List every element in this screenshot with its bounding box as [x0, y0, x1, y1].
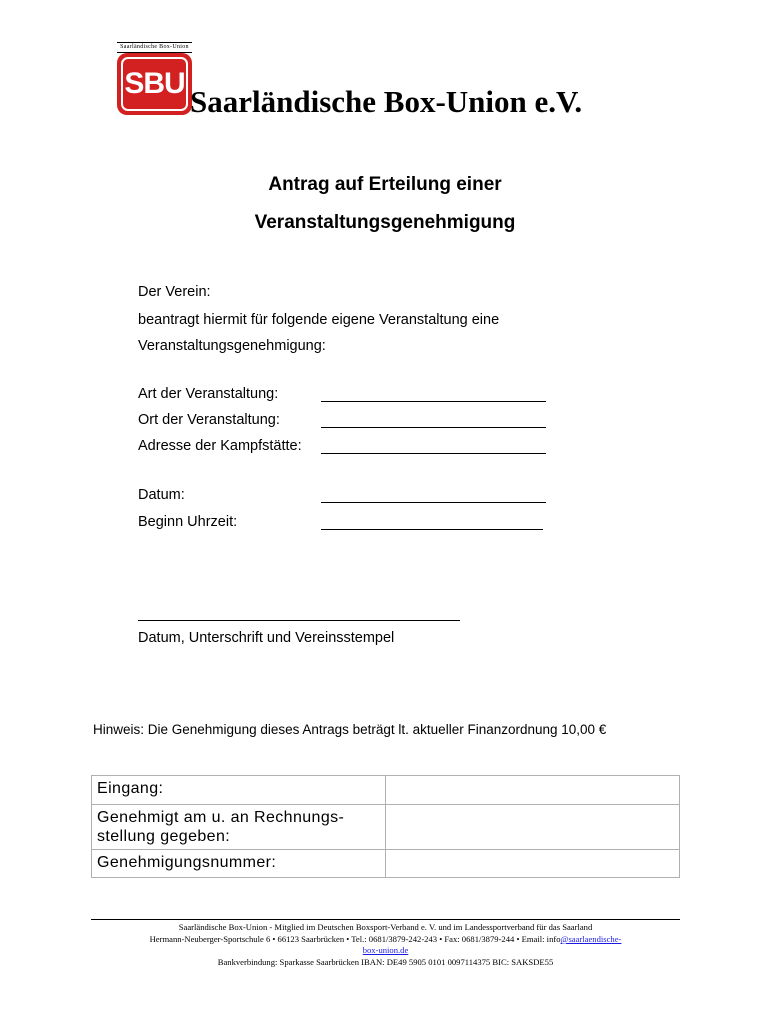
- genehmigt-label-line2: stellung gegeben:: [97, 828, 231, 845]
- intro-line1: beantragt hiermit für folgende eigene Veranstaltung eine: [138, 312, 500, 328]
- footer-divider: [91, 919, 680, 920]
- logo-letters: SBU: [124, 67, 185, 100]
- logo-banner-text: Saarländische Box-Union: [117, 42, 192, 53]
- table-row: [92, 776, 680, 805]
- datum-label: Datum:: [138, 487, 185, 503]
- genehmigt-label-line1: Genehmigt am u. an Rechnungs-: [97, 809, 345, 826]
- footer-address: Hermann-Neuberger-Sportschule 6 • 66123 Saarbrücken • Tel.: 0681/3879-242-243 • Fax: 0681/3879-244 • Email: info: [149, 934, 561, 944]
- email-link-part1[interactable]: @saarlaendische-: [560, 934, 622, 944]
- art-input-line[interactable]: [321, 401, 546, 402]
- intro-line2: Veranstaltungsgenehmigung:: [138, 338, 326, 354]
- beginn-label: Beginn Uhrzeit:: [138, 514, 238, 530]
- sbu-logo: [117, 53, 192, 115]
- email-link-part2[interactable]: box-union.de: [362, 945, 409, 955]
- footer-line2: [91, 934, 680, 944]
- fee-hint: Hinweis: Die Genehmigung dieses Antrags beträgt lt. aktueller Finanzordnung 10,00 €: [93, 722, 607, 737]
- genehmigt-label: [92, 805, 386, 850]
- adresse-input-line[interactable]: [321, 453, 546, 454]
- nummer-value-cell[interactable]: [386, 850, 680, 878]
- verein-label: Der Verein:: [138, 284, 211, 300]
- footer-line1: Saarländische Box-Union - Mitglied im Deutschen Boxsport-Verband e. V. und im Landessportverband für das Saarland: [178, 922, 593, 932]
- logo-frame: [121, 57, 188, 111]
- adresse-label: Adresse der Kampfstätte:: [138, 438, 302, 454]
- table-row: [92, 805, 680, 850]
- signature-label: Datum, Unterschrift und Vereinsstempel: [138, 630, 395, 646]
- ort-input-line[interactable]: [321, 427, 546, 428]
- form-title-line1: Antrag auf Erteilung einer: [268, 174, 502, 195]
- table-row: [92, 850, 680, 878]
- office-use-table: [91, 775, 680, 878]
- beginn-input-line[interactable]: [321, 529, 543, 530]
- datum-input-line[interactable]: [321, 502, 546, 503]
- form-title-line2: Veranstaltungsgenehmigung: [254, 212, 516, 233]
- eingang-value-cell[interactable]: [386, 776, 680, 805]
- signature-line[interactable]: [138, 620, 460, 621]
- genehmigt-value-cell[interactable]: [386, 805, 680, 850]
- eingang-label: Eingang:: [92, 776, 386, 805]
- nummer-label: Genehmigungsnummer:: [92, 850, 386, 878]
- footer-bank: Bankverbindung: Sparkasse Saarbrücken IBAN: DE49 5905 0101 0097114375 BIC: SAKSDE55: [217, 957, 554, 967]
- organization-name: Saarländische Box-Union e.V.: [190, 84, 583, 119]
- ort-label: Ort der Veranstaltung:: [138, 412, 280, 428]
- footer-line3: [91, 945, 680, 955]
- art-label: Art der Veranstaltung:: [138, 386, 279, 402]
